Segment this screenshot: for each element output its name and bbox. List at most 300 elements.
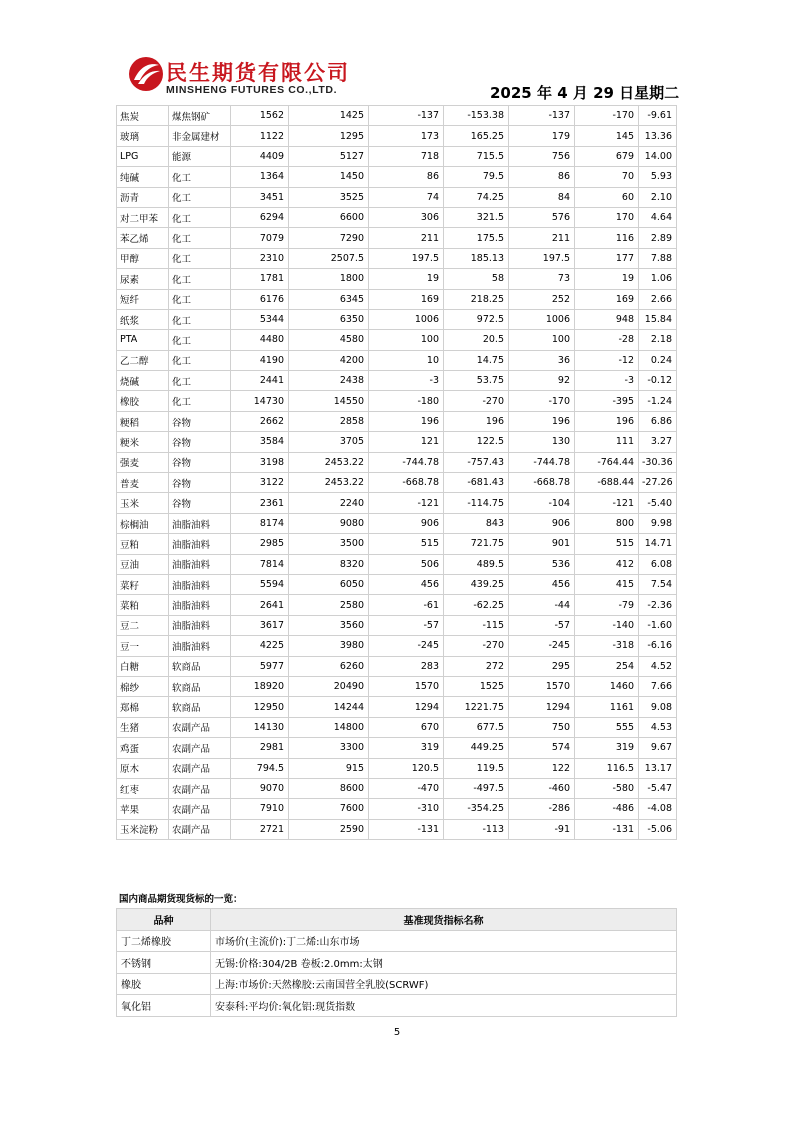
sector-cell: 化工 <box>169 289 231 309</box>
value-cell: -470 <box>369 778 444 798</box>
value-cell: 439.25 <box>444 574 509 594</box>
value-cell: 670 <box>369 717 444 737</box>
spot-row <box>117 995 677 1017</box>
table-row <box>117 574 677 594</box>
value-cell: -318 <box>575 636 639 656</box>
value-cell: -460 <box>509 778 575 798</box>
value-cell: 456 <box>509 574 575 594</box>
value-cell: -681.43 <box>444 473 509 493</box>
value-cell: 4480 <box>231 330 289 350</box>
value-cell: 169 <box>369 289 444 309</box>
value-cell: 1122 <box>231 126 289 146</box>
commodity-name-cell: 橡胶 <box>117 391 169 411</box>
value-cell: 972.5 <box>444 309 509 329</box>
value-cell: 901 <box>509 534 575 554</box>
commodity-name-cell: 甲醇 <box>117 248 169 268</box>
value-cell: -153.38 <box>444 106 509 126</box>
value-cell: 750 <box>509 717 575 737</box>
table-row <box>117 473 677 493</box>
table-row <box>117 636 677 656</box>
sector-cell: 能源 <box>169 146 231 166</box>
value-cell: 196 <box>575 411 639 431</box>
value-cell: 196 <box>444 411 509 431</box>
value-cell: -286 <box>509 799 575 819</box>
value-cell: 1450 <box>289 167 369 187</box>
table-row <box>117 819 677 839</box>
sector-cell: 软商品 <box>169 697 231 717</box>
value-cell: 14800 <box>289 717 369 737</box>
value-cell: 1570 <box>369 676 444 696</box>
commodity-name-cell: 苯乙烯 <box>117 228 169 248</box>
value-cell: -113 <box>444 819 509 839</box>
value-cell: 6350 <box>289 309 369 329</box>
table-row <box>117 309 677 329</box>
spot-variety-cell: 橡胶 <box>117 973 211 995</box>
sector-cell: 农副产品 <box>169 778 231 798</box>
value-cell: 4.53 <box>639 717 677 737</box>
commodity-name-cell: 豆粕 <box>117 534 169 554</box>
value-cell: 7814 <box>231 554 289 574</box>
table-row <box>117 758 677 778</box>
value-cell: 60 <box>575 187 639 207</box>
spot-row <box>117 973 677 995</box>
value-cell: -688.44 <box>575 473 639 493</box>
value-cell: 58 <box>444 269 509 289</box>
value-cell: -668.78 <box>369 473 444 493</box>
value-cell: 86 <box>509 167 575 187</box>
commodity-name-cell: 苹果 <box>117 799 169 819</box>
value-cell: 4580 <box>289 330 369 350</box>
value-cell: 1161 <box>575 697 639 717</box>
value-cell: 2985 <box>231 534 289 554</box>
value-cell: 794.5 <box>231 758 289 778</box>
value-cell: 576 <box>509 207 575 227</box>
value-cell: -4.08 <box>639 799 677 819</box>
value-cell: 412 <box>575 554 639 574</box>
value-cell: 3.27 <box>639 432 677 452</box>
value-cell: -6.16 <box>639 636 677 656</box>
commodity-name-cell: 烧碱 <box>117 371 169 391</box>
sector-cell: 非金属建材 <box>169 126 231 146</box>
minsheng-logo-icon <box>128 56 164 92</box>
spot-benchmark-cell: 无锡:价格:304/2B 卷板:2.0mm:太钢 <box>211 952 677 974</box>
value-cell: 1006 <box>509 309 575 329</box>
table-row <box>117 167 677 187</box>
spot-benchmark-cell: 上海:市场价:天然橡胶:云南国营全乳胶(SCRWF) <box>211 973 677 995</box>
value-cell: -57 <box>509 615 575 635</box>
value-cell: 843 <box>444 513 509 533</box>
value-cell: 4.52 <box>639 656 677 676</box>
value-cell: 6260 <box>289 656 369 676</box>
value-cell: 5344 <box>231 309 289 329</box>
value-cell: 14730 <box>231 391 289 411</box>
commodity-name-cell: 菜籽 <box>117 574 169 594</box>
sector-cell: 谷物 <box>169 493 231 513</box>
value-cell: -62.25 <box>444 595 509 615</box>
value-cell: -121 <box>369 493 444 513</box>
sector-cell: 化工 <box>169 330 231 350</box>
table-row <box>117 411 677 431</box>
company-logo <box>128 56 368 100</box>
value-cell: 906 <box>369 513 444 533</box>
table-row <box>117 106 677 126</box>
value-cell: -486 <box>575 799 639 819</box>
commodity-name-cell: LPG <box>117 146 169 166</box>
value-cell: 915 <box>289 758 369 778</box>
sector-cell: 化工 <box>169 350 231 370</box>
sector-cell: 谷物 <box>169 452 231 472</box>
value-cell: -757.43 <box>444 452 509 472</box>
sector-cell: 谷物 <box>169 432 231 452</box>
value-cell: -764.44 <box>575 452 639 472</box>
value-cell: -115 <box>444 615 509 635</box>
value-cell: 116.5 <box>575 758 639 778</box>
table-row <box>117 595 677 615</box>
commodity-name-cell: 豆二 <box>117 615 169 635</box>
value-cell: -0.12 <box>639 371 677 391</box>
value-cell: -27.26 <box>639 473 677 493</box>
commodity-name-cell: 尿素 <box>117 269 169 289</box>
value-cell: -140 <box>575 615 639 635</box>
value-cell: 53.75 <box>444 371 509 391</box>
value-cell: 145 <box>575 126 639 146</box>
value-cell: 679 <box>575 146 639 166</box>
table-row <box>117 269 677 289</box>
value-cell: 7.88 <box>639 248 677 268</box>
value-cell: 319 <box>369 738 444 758</box>
value-cell: 2662 <box>231 411 289 431</box>
table-row <box>117 126 677 146</box>
value-cell: -121 <box>575 493 639 513</box>
commodity-name-cell: 生猪 <box>117 717 169 737</box>
value-cell: 218.25 <box>444 289 509 309</box>
value-cell: 906 <box>509 513 575 533</box>
value-cell: 119.5 <box>444 758 509 778</box>
value-cell: 10 <box>369 350 444 370</box>
value-cell: 7600 <box>289 799 369 819</box>
sector-cell: 油脂油料 <box>169 595 231 615</box>
value-cell: 415 <box>575 574 639 594</box>
value-cell: 456 <box>369 574 444 594</box>
value-cell: 1460 <box>575 676 639 696</box>
table-row <box>117 228 677 248</box>
value-cell: 19 <box>575 269 639 289</box>
value-cell: 179 <box>509 126 575 146</box>
page-number: 5 <box>393 1027 401 1038</box>
value-cell: -1.24 <box>639 391 677 411</box>
sector-cell: 油脂油料 <box>169 636 231 656</box>
value-cell: -12 <box>575 350 639 370</box>
value-cell: -668.78 <box>509 473 575 493</box>
value-cell: 5127 <box>289 146 369 166</box>
value-cell: 2.10 <box>639 187 677 207</box>
sector-cell: 化工 <box>169 371 231 391</box>
value-cell: 1781 <box>231 269 289 289</box>
value-cell: 2721 <box>231 819 289 839</box>
value-cell: 254 <box>575 656 639 676</box>
sector-cell: 谷物 <box>169 473 231 493</box>
value-cell: 283 <box>369 656 444 676</box>
value-cell: 6050 <box>289 574 369 594</box>
commodity-name-cell: 玉米 <box>117 493 169 513</box>
sector-cell: 化工 <box>169 207 231 227</box>
value-cell: -91 <box>509 819 575 839</box>
table-row <box>117 391 677 411</box>
value-cell: 20.5 <box>444 330 509 350</box>
sector-cell: 农副产品 <box>169 738 231 758</box>
table-row <box>117 187 677 207</box>
sector-cell: 化工 <box>169 269 231 289</box>
table-row <box>117 554 677 574</box>
company-name-cn: 民生期货有限公司 <box>166 61 350 85</box>
sector-cell: 化工 <box>169 187 231 207</box>
commodity-name-cell: 焦炭 <box>117 106 169 126</box>
value-cell: 306 <box>369 207 444 227</box>
commodity-name-cell: 短纤 <box>117 289 169 309</box>
spot-benchmark-cell: 市场价(主流价):丁二烯:山东市场 <box>211 930 677 952</box>
value-cell: 1562 <box>231 106 289 126</box>
value-cell: -5.47 <box>639 778 677 798</box>
value-cell: 15.84 <box>639 309 677 329</box>
value-cell: 14550 <box>289 391 369 411</box>
commodity-name-cell: 玉米淀粉 <box>117 819 169 839</box>
value-cell: 169 <box>575 289 639 309</box>
value-cell: 721.75 <box>444 534 509 554</box>
commodity-name-cell: 红枣 <box>117 778 169 798</box>
value-cell: 8600 <box>289 778 369 798</box>
value-cell: -580 <box>575 778 639 798</box>
value-cell: 196 <box>509 411 575 431</box>
value-cell: 5594 <box>231 574 289 594</box>
value-cell: 8320 <box>289 554 369 574</box>
value-cell: 7290 <box>289 228 369 248</box>
value-cell: 14.71 <box>639 534 677 554</box>
value-cell: 100 <box>369 330 444 350</box>
value-cell: -170 <box>509 391 575 411</box>
value-cell: -57 <box>369 615 444 635</box>
sector-cell: 化工 <box>169 167 231 187</box>
value-cell: -270 <box>444 636 509 656</box>
commodity-name-cell: 白糖 <box>117 656 169 676</box>
sector-cell: 油脂油料 <box>169 534 231 554</box>
value-cell: 170 <box>575 207 639 227</box>
table-row <box>117 615 677 635</box>
value-cell: 211 <box>369 228 444 248</box>
value-cell: 1364 <box>231 167 289 187</box>
commodity-name-cell: 对二甲苯 <box>117 207 169 227</box>
table-row <box>117 738 677 758</box>
value-cell: 515 <box>369 534 444 554</box>
value-cell: 3198 <box>231 452 289 472</box>
value-cell: 1800 <box>289 269 369 289</box>
value-cell: 92 <box>509 371 575 391</box>
value-cell: -3 <box>575 371 639 391</box>
value-cell: 2580 <box>289 595 369 615</box>
value-cell: 0.24 <box>639 350 677 370</box>
value-cell: 7.54 <box>639 574 677 594</box>
sector-cell: 化工 <box>169 228 231 248</box>
value-cell: 3617 <box>231 615 289 635</box>
sector-cell: 油脂油料 <box>169 615 231 635</box>
value-cell: -354.25 <box>444 799 509 819</box>
value-cell: 84 <box>509 187 575 207</box>
table-row <box>117 146 677 166</box>
value-cell: 3584 <box>231 432 289 452</box>
value-cell: 1570 <box>509 676 575 696</box>
value-cell: 715.5 <box>444 146 509 166</box>
value-cell: 5.93 <box>639 167 677 187</box>
value-cell: 185.13 <box>444 248 509 268</box>
value-cell: -137 <box>509 106 575 126</box>
table-row <box>117 778 677 798</box>
value-cell: 9070 <box>231 778 289 798</box>
commodity-name-cell: 沥青 <box>117 187 169 207</box>
futures-basis-table <box>116 105 677 840</box>
sector-cell: 农副产品 <box>169 799 231 819</box>
value-cell: 7079 <box>231 228 289 248</box>
table-row <box>117 289 677 309</box>
value-cell: -744.78 <box>509 452 575 472</box>
value-cell: 1295 <box>289 126 369 146</box>
value-cell: 3500 <box>289 534 369 554</box>
value-cell: 319 <box>575 738 639 758</box>
value-cell: 756 <box>509 146 575 166</box>
value-cell: 2310 <box>231 248 289 268</box>
value-cell: 3451 <box>231 187 289 207</box>
value-cell: 321.5 <box>444 207 509 227</box>
value-cell: -61 <box>369 595 444 615</box>
value-cell: 1.06 <box>639 269 677 289</box>
commodity-name-cell: PTA <box>117 330 169 350</box>
spot-section-title: 国内商品期货现货标的一览： <box>119 894 243 905</box>
value-cell: -28 <box>575 330 639 350</box>
value-cell: -79 <box>575 595 639 615</box>
value-cell: 4.64 <box>639 207 677 227</box>
value-cell: -44 <box>509 595 575 615</box>
commodity-name-cell: 纸浆 <box>117 309 169 329</box>
spot-variety-cell: 不锈钢 <box>117 952 211 974</box>
value-cell: 536 <box>509 554 575 574</box>
value-cell: -131 <box>369 819 444 839</box>
value-cell: 6.86 <box>639 411 677 431</box>
value-cell: 515 <box>575 534 639 554</box>
sector-cell: 油脂油料 <box>169 554 231 574</box>
value-cell: 13.36 <box>639 126 677 146</box>
value-cell: 1006 <box>369 309 444 329</box>
value-cell: 506 <box>369 554 444 574</box>
value-cell: 718 <box>369 146 444 166</box>
table-row <box>117 452 677 472</box>
commodity-name-cell: 乙二醇 <box>117 350 169 370</box>
value-cell: 2.89 <box>639 228 677 248</box>
commodity-name-cell: 普麦 <box>117 473 169 493</box>
value-cell: 948 <box>575 309 639 329</box>
table-row <box>117 207 677 227</box>
sector-cell: 化工 <box>169 309 231 329</box>
value-cell: 4200 <box>289 350 369 370</box>
spot-benchmark-table <box>116 908 677 1017</box>
sector-cell: 农副产品 <box>169 717 231 737</box>
table-row <box>117 432 677 452</box>
value-cell: 3300 <box>289 738 369 758</box>
value-cell: 2507.5 <box>289 248 369 268</box>
value-cell: 19 <box>369 269 444 289</box>
table-row <box>117 799 677 819</box>
table-row <box>117 350 677 370</box>
value-cell: 9.67 <box>639 738 677 758</box>
value-cell: 9.08 <box>639 697 677 717</box>
value-cell: 79.5 <box>444 167 509 187</box>
value-cell: 4225 <box>231 636 289 656</box>
value-cell: 130 <box>509 432 575 452</box>
value-cell: 2641 <box>231 595 289 615</box>
value-cell: 3525 <box>289 187 369 207</box>
value-cell: 14130 <box>231 717 289 737</box>
value-cell: -131 <box>575 819 639 839</box>
value-cell: 2.18 <box>639 330 677 350</box>
sector-cell: 谷物 <box>169 411 231 431</box>
value-cell: 1525 <box>444 676 509 696</box>
value-cell: 2240 <box>289 493 369 513</box>
value-cell: 177 <box>575 248 639 268</box>
value-cell: 1221.75 <box>444 697 509 717</box>
value-cell: -170 <box>575 106 639 126</box>
sector-cell: 农副产品 <box>169 819 231 839</box>
value-cell: 3122 <box>231 473 289 493</box>
value-cell: 272 <box>444 656 509 676</box>
spot-row <box>117 930 677 952</box>
value-cell: -245 <box>369 636 444 656</box>
value-cell: 100 <box>509 330 575 350</box>
value-cell: 2858 <box>289 411 369 431</box>
commodity-name-cell: 豆油 <box>117 554 169 574</box>
value-cell: 2590 <box>289 819 369 839</box>
sector-cell: 煤焦钢矿 <box>169 106 231 126</box>
value-cell: 13.17 <box>639 758 677 778</box>
value-cell: 2441 <box>231 371 289 391</box>
commodity-name-cell: 强麦 <box>117 452 169 472</box>
value-cell: 121 <box>369 432 444 452</box>
table-row <box>117 697 677 717</box>
header-benchmark-name: 基准现货指标名称 <box>211 909 677 931</box>
value-cell: 2453.22 <box>289 452 369 472</box>
value-cell: -3 <box>369 371 444 391</box>
value-cell: -137 <box>369 106 444 126</box>
table-row <box>117 676 677 696</box>
spot-row <box>117 952 677 974</box>
spot-benchmark-cell: 安泰科:平均价:氧化铝:现货指数 <box>211 995 677 1017</box>
value-cell: -310 <box>369 799 444 819</box>
commodity-name-cell: 豆一 <box>117 636 169 656</box>
commodity-name-cell: 原木 <box>117 758 169 778</box>
value-cell: -2.36 <box>639 595 677 615</box>
table-row <box>117 330 677 350</box>
value-cell: 197.5 <box>369 248 444 268</box>
value-cell: 74.25 <box>444 187 509 207</box>
table-row <box>117 513 677 533</box>
sector-cell: 软商品 <box>169 656 231 676</box>
value-cell: -270 <box>444 391 509 411</box>
commodity-name-cell: 棉纱 <box>117 676 169 696</box>
value-cell: 2438 <box>289 371 369 391</box>
value-cell: 2981 <box>231 738 289 758</box>
value-cell: 5977 <box>231 656 289 676</box>
value-cell: 74 <box>369 187 444 207</box>
value-cell: 7.66 <box>639 676 677 696</box>
sector-cell: 农副产品 <box>169 758 231 778</box>
value-cell: 173 <box>369 126 444 146</box>
sector-cell: 化工 <box>169 248 231 268</box>
